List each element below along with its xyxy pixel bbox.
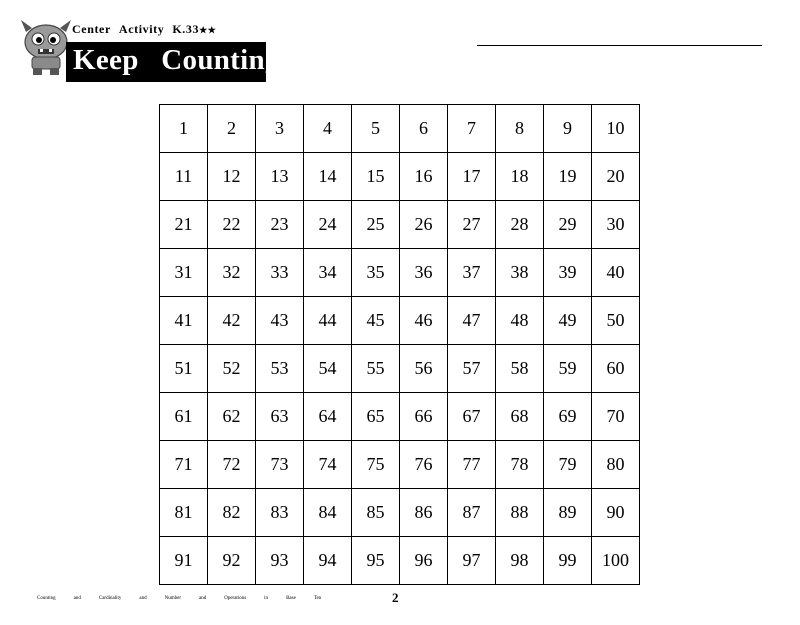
grid-cell: 32: [208, 249, 256, 297]
grid-cell: 17: [448, 153, 496, 201]
grid-cell: 78: [496, 441, 544, 489]
page-number: 2: [392, 590, 399, 605]
grid-cell: 54: [304, 345, 352, 393]
grid-cell: 26: [400, 201, 448, 249]
grid-cell: 91: [160, 537, 208, 585]
grid-cell: 20: [592, 153, 640, 201]
grid-cell: 79: [544, 441, 592, 489]
footer-word: and: [139, 596, 147, 601]
grid-row: [160, 105, 640, 153]
grid-cell: 51: [160, 345, 208, 393]
grid-row: [160, 441, 640, 489]
grid-row: [160, 201, 640, 249]
grid-cell: 10: [592, 105, 640, 153]
grid-cell: 63: [256, 393, 304, 441]
grid-cell: 46: [400, 297, 448, 345]
grid-cell: 74: [304, 441, 352, 489]
grid-cell: 99: [544, 537, 592, 585]
grid-cell: 25: [352, 201, 400, 249]
grid-cell: 92: [208, 537, 256, 585]
grid-cell: 15: [352, 153, 400, 201]
grid-cell: 83: [256, 489, 304, 537]
footer-word: and: [73, 596, 81, 601]
grid-cell: 38: [496, 249, 544, 297]
grid-cell: 65: [352, 393, 400, 441]
grid-cell: 61: [160, 393, 208, 441]
grid-cell: 64: [304, 393, 352, 441]
grid-cell: 24: [304, 201, 352, 249]
footer-word: Number: [164, 596, 181, 601]
grid-cell: 1: [160, 105, 208, 153]
grid-cell: 72: [208, 441, 256, 489]
grid-cell: 90: [592, 489, 640, 537]
grid-cell: 13: [256, 153, 304, 201]
grid-cell: 59: [544, 345, 592, 393]
grid-cell: 16: [400, 153, 448, 201]
grid-cell: 77: [448, 441, 496, 489]
grid-cell: 98: [496, 537, 544, 585]
grid-cell: 95: [352, 537, 400, 585]
grid-cell: 7: [448, 105, 496, 153]
grid-cell: 60: [592, 345, 640, 393]
grid-cell: 70: [592, 393, 640, 441]
hundreds-chart: [159, 104, 640, 585]
grid-row: [160, 297, 640, 345]
grid-cell: 53: [256, 345, 304, 393]
grid-cell: 18: [496, 153, 544, 201]
grid-row: [160, 537, 640, 585]
activity-label-word: Center: [72, 22, 111, 36]
grid-cell: 75: [352, 441, 400, 489]
grid-cell: 81: [160, 489, 208, 537]
activity-word: Activity: [118, 22, 165, 36]
grid-row: [160, 249, 640, 297]
grid-row: [160, 345, 640, 393]
grid-cell: 4: [304, 105, 352, 153]
grid-cell: 89: [544, 489, 592, 537]
grid-cell: 58: [496, 345, 544, 393]
grid-cell: 84: [304, 489, 352, 537]
grid-cell: 21: [160, 201, 208, 249]
grid-cell: 73: [256, 441, 304, 489]
grid-cell: 76: [400, 441, 448, 489]
grid-cell: 69: [544, 393, 592, 441]
footer-word: Cardinality: [98, 596, 122, 601]
grid-row: [160, 489, 640, 537]
grid-cell: 66: [400, 393, 448, 441]
grid-cell: 41: [160, 297, 208, 345]
grid-cell: 22: [208, 201, 256, 249]
grid-cell: 9: [544, 105, 592, 153]
grid-cell: 55: [352, 345, 400, 393]
grid-cell: 6: [400, 105, 448, 153]
grid-cell: 96: [400, 537, 448, 585]
page-title: Keep Counting: [73, 44, 280, 76]
name-write-line[interactable]: [477, 45, 762, 46]
difficulty-stars: ★★: [199, 25, 217, 35]
grid-cell: 85: [352, 489, 400, 537]
grid-cell: 39: [544, 249, 592, 297]
grid-cell: 44: [304, 297, 352, 345]
footer-word: Ten: [313, 596, 322, 601]
grid-cell: 82: [208, 489, 256, 537]
grid-cell: 71: [160, 441, 208, 489]
grid-cell: 80: [592, 441, 640, 489]
grid-cell: 93: [256, 537, 304, 585]
grid-row: [160, 153, 640, 201]
grid-cell: 57: [448, 345, 496, 393]
grid-cell: 43: [256, 297, 304, 345]
title-banner: [66, 42, 280, 82]
grid-cell: 33: [256, 249, 304, 297]
grid-cell: 14: [304, 153, 352, 201]
grid-cell: 62: [208, 393, 256, 441]
grid-cell: 36: [400, 249, 448, 297]
grid-cell: 11: [160, 153, 208, 201]
grid-cell: 27: [448, 201, 496, 249]
grid-cell: 88: [496, 489, 544, 537]
grid-cell: 48: [496, 297, 544, 345]
grid-cell: 97: [448, 537, 496, 585]
grid-cell: 49: [544, 297, 592, 345]
grid-cell: 2: [208, 105, 256, 153]
footer-word: Base: [286, 596, 296, 601]
grid-cell: 45: [352, 297, 400, 345]
grid-cell: 29: [544, 201, 592, 249]
grid-cell: 40: [592, 249, 640, 297]
grid-cell: 31: [160, 249, 208, 297]
grid-cell: 47: [448, 297, 496, 345]
grid-cell: 34: [304, 249, 352, 297]
grid-cell: 50: [592, 297, 640, 345]
grid-row: [160, 393, 640, 441]
grid-cell: 37: [448, 249, 496, 297]
grid-cell: 5: [352, 105, 400, 153]
footer-domain-text: [37, 596, 339, 601]
footer-word: in: [264, 596, 269, 601]
grid-cell: 86: [400, 489, 448, 537]
grid-cell: 3: [256, 105, 304, 153]
grid-cell: 28: [496, 201, 544, 249]
grid-cell: 94: [304, 537, 352, 585]
grid-cell: 68: [496, 393, 544, 441]
grid-cell: 56: [400, 345, 448, 393]
grid-cell: 30: [592, 201, 640, 249]
grid-cell: 100: [592, 537, 640, 585]
grid-cell: 19: [544, 153, 592, 201]
grid-cell: 42: [208, 297, 256, 345]
grid-cell: 52: [208, 345, 256, 393]
grid-cell: 12: [208, 153, 256, 201]
grid-cell: 8: [496, 105, 544, 153]
grid-cell: 67: [448, 393, 496, 441]
footer-word: Counting: [37, 596, 56, 601]
grid-cell: 23: [256, 201, 304, 249]
activity-label: [72, 22, 216, 37]
footer-word: Operations: [224, 596, 247, 601]
grid-cell: 35: [352, 249, 400, 297]
footer-word: and: [198, 596, 207, 601]
activity-code: K.33: [172, 22, 200, 36]
grid-cell: 87: [448, 489, 496, 537]
